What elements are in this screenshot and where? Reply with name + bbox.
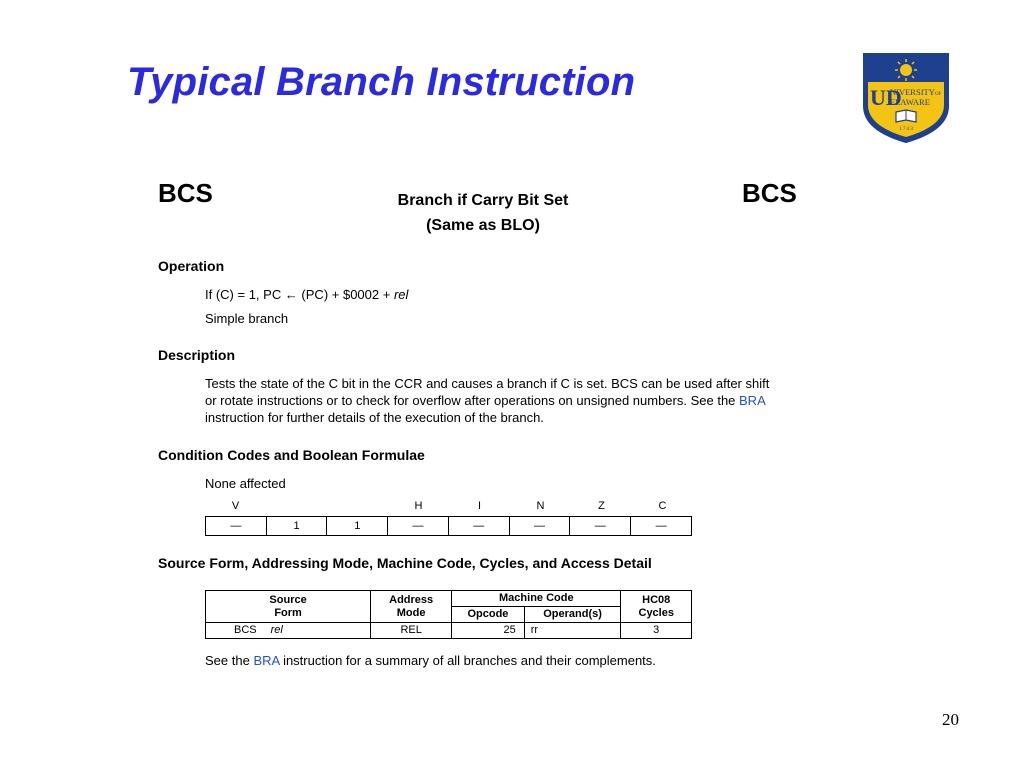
source-form-table [205,590,692,639]
university-of-delaware-logo [860,50,952,144]
university-shield-icon [860,50,952,144]
operation-note: Simple branch [205,311,289,326]
instruction-title-line2: (Same as BLO) [426,217,540,234]
operands-header: Operand(s) [524,607,621,623]
ccr-value-bit6: 1 [266,517,327,536]
description-line1: Tests the state of the C bit in the CCR and causes a branch if C is set. BCS can be used after shift [205,376,770,391]
ccr-value-h: — [388,517,449,536]
source-form-header-line1: Source [269,593,307,606]
opcode-header: Opcode [452,607,525,623]
bra-footer-link[interactable]: BRA [253,653,280,668]
ccr-value-c: — [631,517,692,536]
cycles-header [621,591,692,623]
source-mnemonic: BCS [234,624,257,636]
svg-text:UD: UD [870,85,902,110]
description-line2-text: or rotate instructions or to check for overflow after operations on unsigned numbers. See the [205,393,740,408]
svg-text:1 7 4 3: 1 7 4 3 [899,127,913,132]
machine-code-header: Machine Code [452,591,621,607]
ccr-value-n: — [509,517,570,536]
address-mode-header-line1: Address [389,593,434,606]
mnemonic-right: BCS [742,178,797,208]
description-heading: Description [158,347,236,363]
cycles-header-line2: Cycles [638,606,674,619]
operand-cell: rr [524,623,621,639]
ccr-header-i: I [477,500,482,512]
svg-text:NIVERSITY: NIVERSITY [890,87,935,97]
open-book-icon [896,110,916,122]
description-line3: instruction for further details of the execution of the branch. [205,410,544,425]
instruction-title-line1: Branch if Carry Bit Set [397,192,569,209]
operation-heading: Operation [158,258,225,274]
description-line2 [205,392,825,409]
instruction-title [348,188,618,238]
source-form-footer [205,652,825,669]
ccr-header-z: Z [598,500,605,512]
ccr-header-n: N [536,500,545,512]
condition-codes-heading: Condition Codes and Boolean Formulae [158,447,425,463]
source-operand: rel [270,624,283,636]
footer-text-prefix: See the [205,653,254,668]
bra-link[interactable]: BRA [739,393,766,408]
cycles-cell: 3 [621,623,692,639]
operation-formula-text: If (C) = 1, PC ← (PC) + $0002 + [205,287,394,302]
svg-text:ELAWARE: ELAWARE [890,97,930,107]
mnemonic-left: BCS [158,178,213,208]
condition-code-table [205,516,692,536]
operation-formula-rel: rel [393,287,409,302]
address-mode-header-line2: Mode [396,606,426,619]
ccr-value-i: — [448,517,509,536]
source-form-cell [206,623,371,639]
ccr-header-v: V [231,500,240,512]
condition-codes-note: None affected [205,476,286,491]
page-number: 20 [942,710,959,729]
address-mode-header [371,591,452,623]
slide-title: Typical Branch Instruction [127,60,636,104]
table-row [206,591,692,607]
svg-text:OF: OF [935,92,942,97]
footer-text-suffix: instruction for a summary of all branches and their complements. [279,653,656,668]
ccr-value-v: — [206,517,267,536]
operation-formula [205,286,408,303]
ccr-header-c: C [658,500,667,512]
description-text [205,375,825,426]
source-form-header-line2: Form [274,606,302,619]
cycles-header-line1: HC08 [642,593,671,606]
ccr-value-z: — [570,517,631,536]
table-row [206,517,692,536]
source-form-header [206,591,371,623]
opcode-cell: 25 [452,623,525,639]
ccr-header-row [205,500,691,514]
ccr-value-bit5: 1 [327,517,388,536]
address-mode-cell: REL [371,623,452,639]
ccr-header-h: H [414,500,423,512]
table-row [206,623,692,639]
source-form-heading: Source Form, Addressing Mode, Machine Code, Cycles, and Access Detail [158,555,652,571]
